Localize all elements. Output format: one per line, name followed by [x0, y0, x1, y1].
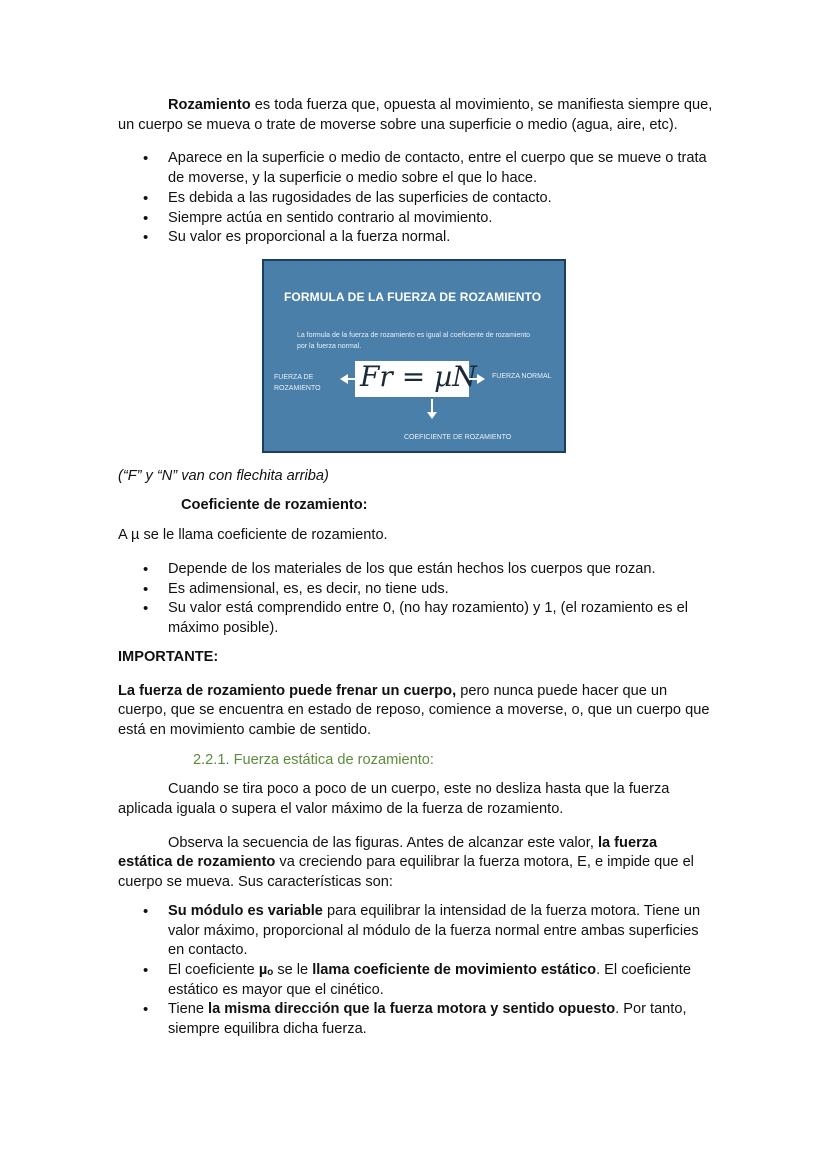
figure-arrows — [264, 261, 564, 451]
arrow-down-icon — [427, 399, 437, 419]
important-text: pero nunca puede hacer que un cuerpo, que se encuentra en estado de reposo, comience a moverse, o, que un cuerpo que está en movimiento cambie de sentido. — [118, 682, 710, 738]
properties-list — [118, 149, 714, 248]
important-bold: La fuerza de rozamiento puede frenar un cuerpo, — [118, 682, 457, 699]
static-paragraph-1: Cuando se tira poco a poco de un cuerpo, este no desliza hasta que la fuerza aplicada iguala o supera el valor máximo de la fuerza de rozamiento. — [118, 781, 670, 818]
figure-description: La formula de la fuerza de rozamiento es igual al coeficiente de rozamiento por la fuerza normal. — [297, 331, 531, 350]
coefficient-heading: Coeficiente de rozamiento: — [181, 496, 368, 513]
static-paragraph-2 — [118, 834, 714, 893]
item2-symbol: µₒ — [258, 961, 274, 978]
list-item: • Es adimensional, es, es decir, no tiene uds. — [118, 580, 714, 600]
p2-text-c: va creciendo para equilibrar la fuerza motora, E, e impide que el cuerpo se mueva. Sus características son: — [118, 854, 694, 891]
intro-term: Rozamiento — [168, 97, 251, 113]
item2-text-a: El coeficiente — [168, 961, 259, 978]
section-title: 2.2.1. Fuerza estática de rozamiento: — [193, 751, 434, 768]
p2-bold: la fuerza estática de rozamiento — [118, 834, 658, 871]
item2-text-e: . El coeficiente estático es mayor que el cinético. — [168, 961, 691, 998]
item3-bold: la misma dirección que la fuerza motora y sentido opuesto — [208, 1001, 616, 1018]
figure-label-friction-force: FUERZA DE ROZAMIENTO — [274, 373, 321, 392]
figure-caption: (“F” y “N” van con flechita arriba) — [118, 467, 329, 484]
item1-bold: Su módulo es variable — [168, 902, 323, 919]
coefficient-list — [118, 560, 714, 639]
list-item — [118, 902, 714, 961]
document-page — [118, 96, 714, 1040]
list-item — [118, 1000, 714, 1039]
list-item: • Es debida a las rugosidades de las superficies de contacto. — [118, 189, 714, 209]
important-paragraph — [118, 682, 714, 741]
list-item: • Su valor está comprendido entre 0, (no hay rozamiento) y 1, (el rozamiento es el máximo posible). — [118, 599, 714, 638]
formula-figure — [262, 259, 566, 453]
intro-paragraph — [118, 96, 714, 135]
static-characteristics-list — [118, 902, 714, 1040]
list-item: • Su valor es proporcional a la fuerza normal. — [118, 228, 714, 248]
list-item: • Depende de los materiales de los que están hechos los cuerpos que rozan. — [118, 560, 714, 580]
item3-text-c: . Por tanto, siempre equilibra dicha fuerza. — [168, 1001, 687, 1038]
list-item: • Siempre actúa en sentido contrario al movimiento. — [118, 209, 714, 229]
item3-text-a: Tiene — [168, 1001, 209, 1018]
item2-bold: llama coeficiente de movimiento estático — [312, 961, 597, 978]
formula-figure-wrapper — [262, 259, 566, 453]
figure-label-coefficient: COEFICIENTE DE ROZAMIENTO — [404, 433, 512, 441]
formula-text: Fr = µN — [360, 359, 477, 393]
arrow-left-icon — [340, 374, 356, 384]
list-item — [118, 961, 714, 1000]
item1-text: para equilibrar la intensidad de la fuerza motora. Tiene un valor máximo, proporcional al módulo de la fuerza normal entre ambas superficies en contacto. — [168, 902, 701, 959]
important-heading — [118, 648, 714, 668]
item2-text-c: se le — [273, 961, 313, 978]
coefficient-intro: A µ se le llama coeficiente de rozamiento. — [118, 527, 388, 544]
important-heading-text: IMPORTANTE: — [118, 648, 219, 665]
intro-text: es toda fuerza que, opuesta al movimiento, se manifiesta siempre que, un cuerpo se mueva o trate de moverse sobre una superficie o medio (agua, aire, etc). — [118, 97, 713, 133]
figure-label-normal-force: FUERZA NORMAL — [492, 372, 552, 380]
arrow-right-icon — [469, 374, 485, 384]
p2-text-a: Observa la secuencia de las figuras. Antes de alcanzar este valor, — [168, 834, 598, 851]
list-item: • Aparece en la superficie o medio de contacto, entre el cuerpo que se mueve o trata de moverse, y la superficie o medio sobre el que lo hace. — [118, 149, 714, 188]
figure-title: FORMULA DE LA FUERZA DE ROZAMIENTO — [284, 289, 542, 304]
